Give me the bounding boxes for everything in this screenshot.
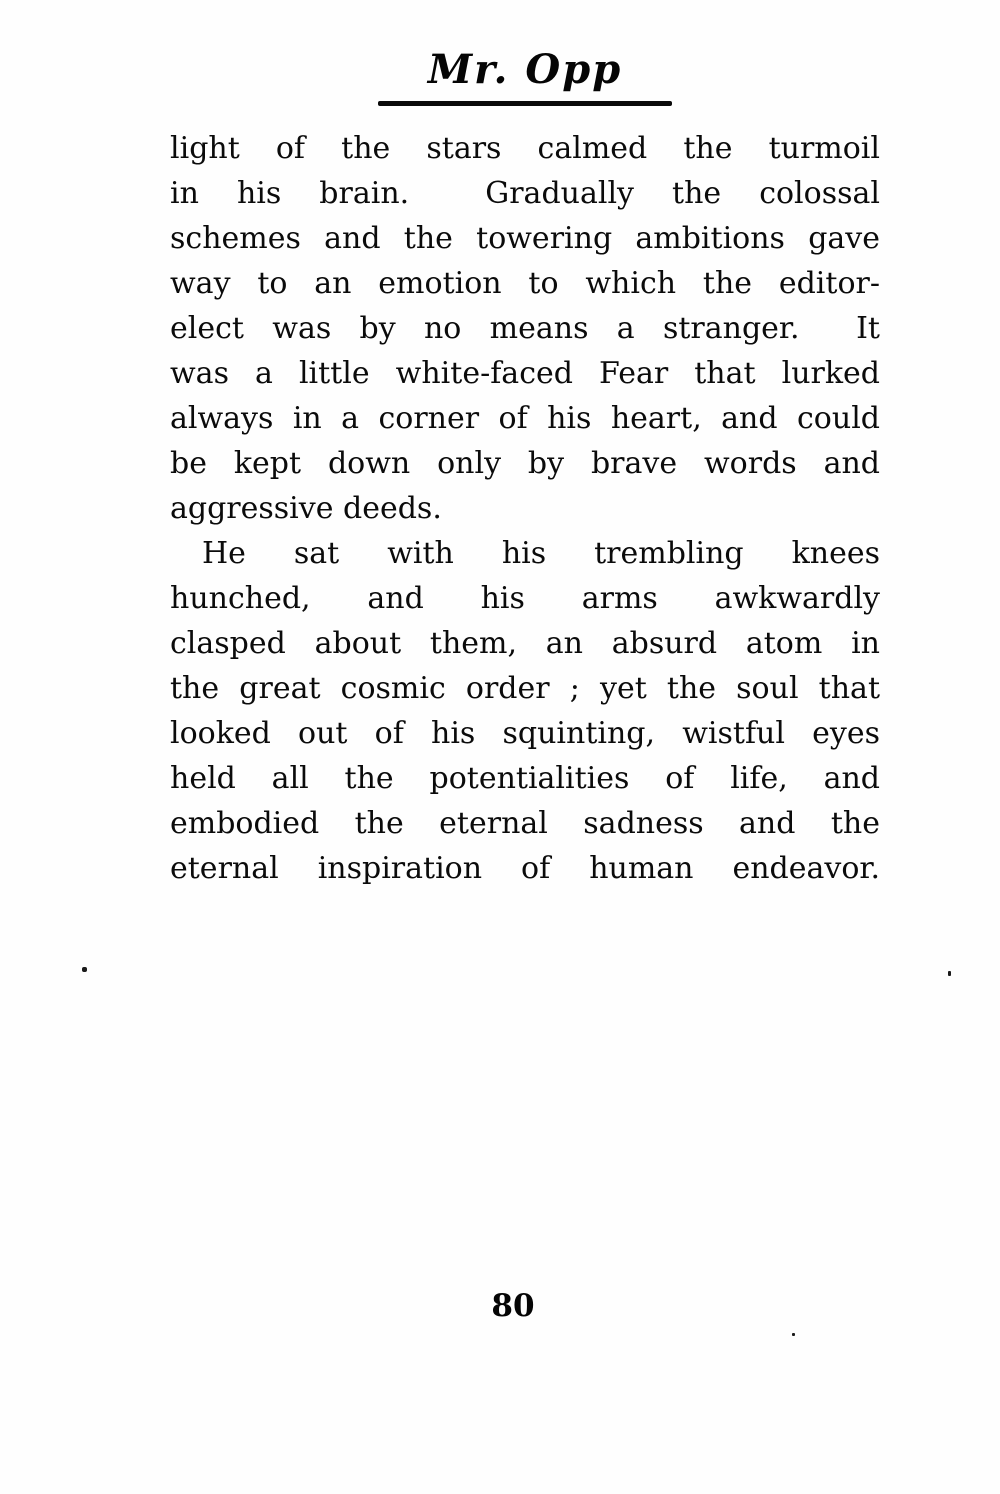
text-line: embodied the eternal sadness and the: [170, 806, 880, 841]
text-line-paragraph-start: He sat with his trembling knees: [202, 536, 880, 571]
text-line: clasped about them, an absurd atom in: [170, 626, 880, 661]
text-line-paragraph-end: aggressive deeds.: [170, 491, 442, 526]
text-line: way to an emotion to which the editor-: [170, 266, 880, 301]
text-line: elect was by no means a stranger. It: [170, 311, 880, 346]
text-line: schemes and the towering ambitions gave: [170, 221, 880, 256]
scan-speck: [792, 1333, 795, 1336]
scan-speck: [82, 967, 87, 972]
text-line: held all the potentialities of life, and: [170, 761, 880, 796]
text-line: hunched, and his arms awkwardly: [170, 581, 880, 616]
text-line: in his brain. Gradually the colossal: [170, 176, 880, 211]
text-line: light of the stars calmed the turmoil: [170, 131, 880, 166]
page-number: 80: [491, 1288, 535, 1324]
text-line: the great cosmic order ; yet the soul that: [170, 671, 880, 706]
text-line: was a little white-faced Fear that lurked: [170, 356, 880, 391]
body-text-block: [170, 126, 880, 891]
text-line: be kept down only by brave words and: [170, 446, 880, 481]
text-line-paragraph-end: eternal inspiration of human endeavor.: [170, 851, 880, 886]
text-line: always in a corner of his heart, and could: [170, 401, 880, 436]
running-head-title: Mr. Opp: [427, 46, 623, 93]
text-line: looked out of his squinting, wistful eyes: [170, 716, 880, 751]
header-rule-divider: [378, 101, 672, 106]
scan-speck: [948, 971, 951, 976]
